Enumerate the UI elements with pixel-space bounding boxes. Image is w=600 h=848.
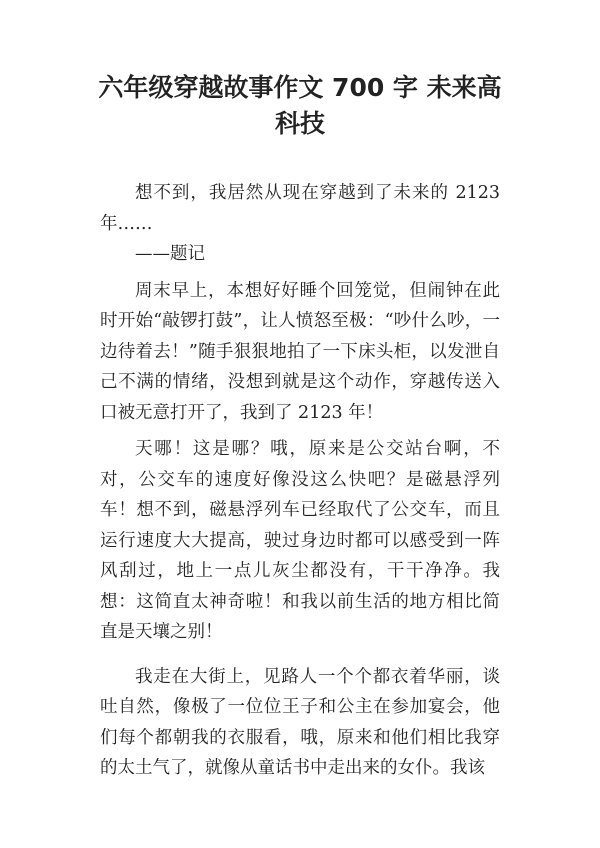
paragraph-epigraph-note: ——题记 [135, 244, 205, 264]
paragraph-street: 我走在大街上，见路人一个个都衣着华丽，谈吐自然，像极了一位位王子和公主在参加宴会，他们每个都朝我的衣服看，哦，原来和他们相比我穿的太土气了，就像从童话书中走出来的女仆。我该 [100, 666, 500, 778]
paragraph-bus-station: 天哪！这是哪？哦，原来是公交站台啊，不对，公交车的速度好像没这么快吧？是磁悬浮列车！想不到，磁悬浮列车已经取代了公交车，而且运行速度大大提高，驶过身边时都可以感受到一阵风刮过，地上一点儿灰尘都没有，干干净净。我想：这简直太神奇啦！和我以前生活的地方相比简直是天壤之别！ [100, 439, 500, 642]
document-body [100, 178, 500, 784]
document-title: 六年级穿越故事作文 700 字 未来高科技 [98, 73, 502, 138]
paragraph-weekend-morning: 周末早上，本想好好睡个回笼觉，但闹钟在此时开始“敲锣打鼓”，让人愤怒至极：“吵什么吵，一边待着去！”随手狠狠地拍了一下床头柜，以发泄自己不满的情绪，没想到就是这个动作，穿越传送入口被无意打开了，我到了 2123 年！ [100, 280, 500, 423]
paragraph-opening: 想不到，我居然从现在穿越到了未来的 2123 年…… [100, 183, 500, 234]
